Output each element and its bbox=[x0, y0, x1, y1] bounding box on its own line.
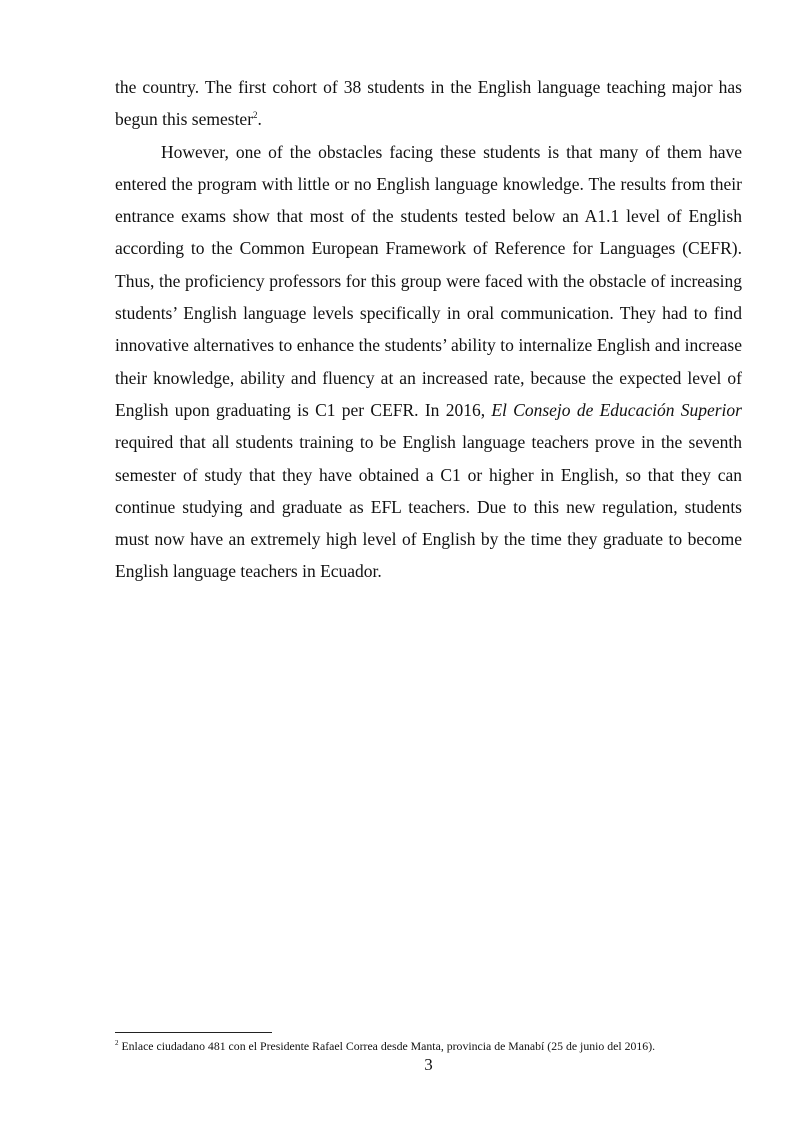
page-number: 3 bbox=[424, 1055, 433, 1074]
footnote-number: 2 bbox=[115, 1039, 119, 1048]
institution-name: El Consejo de Educación Superior bbox=[491, 399, 742, 420]
paragraph-1-text: the country. The first cohort of 38 students in the English language teaching major has begun this semester bbox=[115, 77, 742, 130]
paragraph-2-text-after-italic: required that all students training to be English language teachers prove in the seventh semester of study that they have obtained a C1 or higher in English, so that they can continue studying and graduate as EFL teachers. Due to this new regulation, students must now have an extremely high level of English by the time they graduate to become English language teachers in Ecuador. bbox=[115, 432, 742, 582]
footnote-text: Enlace ciudadano 481 con el Presidente Rafael Correa desde Manta, provincia de Manabí (25 de junio del 2016). bbox=[118, 1039, 656, 1053]
footnote-reference: 2 bbox=[253, 110, 258, 121]
paragraph-2 bbox=[115, 136, 742, 588]
body-text bbox=[115, 71, 742, 588]
footnote-divider bbox=[115, 1032, 272, 1033]
footnote bbox=[115, 1037, 755, 1055]
paragraph-1-trailing: . bbox=[257, 109, 262, 130]
paragraph-2-text-before-italic: However, one of the obstacles facing these students is that many of them have entered the program with little or no English language knowledge. The results from their entrance exams show that most of the students tested below an A1.1 level of English according to the Common European Framework of Reference for Languages (CEFR). Thus, the proficiency professors for this group were faced with the obstacle of increasing students’ English language levels specifically in oral communication. They had to find innovative alternatives to enhance the students’ ability to internalize English and increase their knowledge, ability and fluency at an increased rate, because the expected level of English upon graduating is C1 per CEFR. In 2016, bbox=[115, 141, 742, 420]
paragraph-1 bbox=[115, 71, 742, 136]
